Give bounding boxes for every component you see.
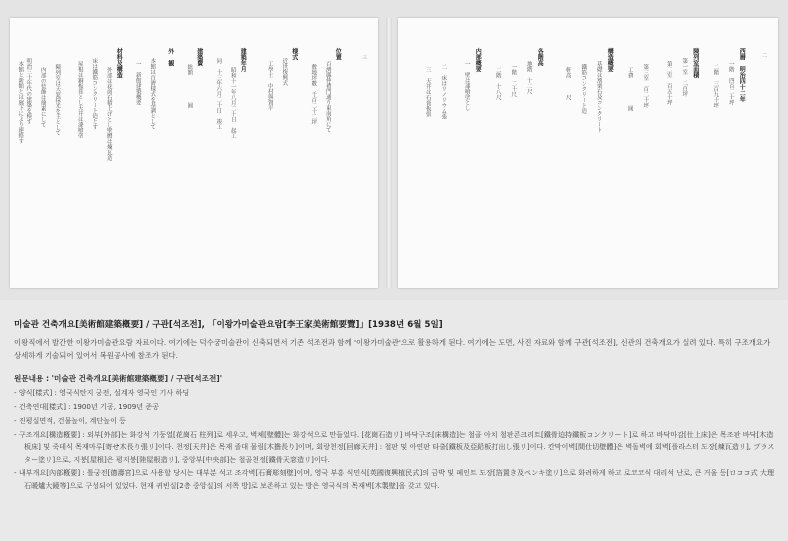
- vertical-text-column: 鐵筋コンクリート造: [580, 64, 587, 114]
- page-fold: [386, 18, 392, 288]
- vertical-text-column: 第二室 百五十坪: [665, 61, 672, 105]
- vertical-text-column: 昭和十一年八月二十日 起工: [229, 67, 236, 139]
- list-item: - 진평실면적, 건물높이, 계단높이 등: [14, 415, 776, 427]
- vertical-text-column: 一 壁は漆喰塗とし: [463, 61, 470, 111]
- vertical-text-column: 百濟縣仲禮門通り東南角にて: [324, 61, 331, 133]
- vertical-text-column: 各階高: [536, 48, 544, 66]
- vertical-text-column: 陳列室は天窓採光を主として: [54, 64, 61, 136]
- vertical-text-column: 内部の装飾は簡素にして: [39, 67, 46, 128]
- vertical-text-column: 同 十三年六月二十日 竣工: [215, 58, 222, 130]
- page-number-left: 三: [362, 55, 368, 61]
- vertical-text-column: 近世復興式: [281, 58, 288, 86]
- vertical-text-column: 屋根は銅板葺とし天井は漆喰塗: [76, 61, 83, 138]
- vertical-text-column: 本館と新館とは廊下により連絡す: [17, 61, 24, 144]
- vertical-text-column: 建築費: [195, 48, 203, 66]
- vertical-text-column: 外 観: [166, 48, 174, 66]
- vertical-text-column: 二 床はリノリウム張: [440, 64, 447, 119]
- vertical-text-column: 西暦 明治四十二年: [738, 48, 746, 102]
- list-item: - 구조개요[構造槪要] : 외부[外部]는 화강석 기둥열[花崗石 柱列]로 세우고, 벽체[壁體]는 화강석으로 만들었다. [花崗石造リ] 바닥구조[床構造]는 철골 아치 철판콘크리트[鐵骨迫持鐵板コンクリート]로 하고 바닥마감[仕上床]은 목조판 바닥[木造板床] 및 죽데식 목재마루[寄せ木長り張リ]이다. 천정[天井]은 목재 졸대 물림[木擔長り]이며, 회랑천정[回廊天井] : 철판 및 아연판 타출[鐵板及亞鉛板打出し張リ]이다. 칸막이벽[間仕切壁體]은 벽돌벽에 회벽[플라스터 도장[煉瓦造リ], プラスター塗リ]으로, 지붕[屋根]은 평지붕[陸屋根造リ], 중앙부[中央部]는 철골천정[鐵骨天窓造リ]이다.: [14, 429, 776, 466]
- caption-section: [14, 318, 776, 494]
- vertical-text-column: 一階 二十尺: [510, 64, 517, 97]
- vertical-text-column: 地階 十二尺: [525, 61, 532, 94]
- caption-title: 미술관 건축개요[美術館建築槪要] / 구관[석조전], 「이왕가미술관요람[李王家美術館要覽]」[1938년 6월 5일]: [14, 320, 443, 330]
- vertical-text-column: 工學士 中村與資平: [266, 61, 273, 111]
- vertical-text-column: 第三室 百二十坪: [642, 64, 649, 108]
- vertical-text-column: 二階 十八尺: [494, 67, 501, 100]
- source-content-title: 원문내용 : '미술관 건축개요[美術館建築槪要] / 구관[석조전]': [14, 374, 223, 383]
- source-content-list: [14, 387, 776, 492]
- list-item: - 양식[樣式] : 영국식탄지 궁전, 설계자 영국인 기사 하딩: [14, 387, 776, 399]
- scanned-page-right: [398, 18, 778, 288]
- vertical-text-column: 敷地坪數 千百二十二坪: [310, 64, 317, 125]
- vertical-text-column: 本館は百濟樣式を基調として: [149, 58, 156, 130]
- list-item: - 내부개요[內部槪要] : 틀궁전[德壽宮]으로 사용할 당시는 대부분 석고 조각벽[石膏彫刻壁]이며, 영국 부흥 식민식[英國復興植民式]의 금박 및 페인트 도장[箔置き及ペンキ塗リ]으로 화려하게 하고 로코코식 대리석 난로, 큰 거울 등[ロココ式 大理石暖爐大鏡等]으로 구성되어 있었다. 현재 귀빈실[2층 중앙실]의 서쪽 방]로 보존하고 있는 방은 영국식의 목재벽[木製壁]을 갖고 있다.: [14, 467, 776, 492]
- vertical-text-column: 軒高 尺: [564, 67, 571, 100]
- scanned-page-left: [10, 18, 378, 288]
- vertical-text-column: 床は鐵筋コンクリート造とす: [91, 58, 98, 130]
- vertical-text-column: 工費 圓: [626, 67, 633, 111]
- vertical-text-column: 一 新館建築概要: [134, 61, 141, 105]
- list-item: - 건축연대[樣式] : 1900년 기공, 1909년 준공: [14, 401, 776, 413]
- vertical-text-column: 基礎は割栗石及コンクリート: [595, 61, 602, 133]
- caption-description: 이왕직에서 발간한 이왕가미술관요람 자료이다. 여기에는 덕수궁미술관이 신축되면서 기존 석조전과 함께 '이왕가미술관'으로 활용하게 된다. 여기에는 도면, 사진 자료와 함께 구관[석조전], 신관의 건축개요가 실려 있다. 특히 구조개요가 상세하게 기술되어 있어서 복원공사에 참조가 된다.: [14, 338, 771, 360]
- vertical-text-column: 一階 四百二十坪: [727, 61, 734, 105]
- vertical-text-column: 建築年月: [239, 48, 247, 72]
- vertical-text-column: 総額 圓: [186, 64, 193, 108]
- vertical-text-column: 材料及構造: [115, 48, 123, 78]
- vertical-text-column: 構造概要: [606, 48, 614, 72]
- vertical-text-column: 三 天井は石膏板張: [424, 67, 431, 117]
- vertical-text-column: 明治三十年代の建築を模す: [25, 58, 32, 124]
- vertical-text-column: 外部は花崗石積上げとし壁體は煉瓦造: [105, 67, 112, 161]
- vertical-text-column: 二階 三百九十坪: [712, 64, 719, 108]
- vertical-text-column: 内部概要: [474, 48, 482, 72]
- vertical-text-column: 様式: [290, 48, 298, 60]
- vertical-text-column: 陳列室面積: [691, 48, 699, 78]
- vertical-text-column: 位置: [334, 48, 342, 60]
- vertical-text-column: 第一室 二百坪: [681, 58, 688, 97]
- page-number-right: 二: [762, 53, 768, 59]
